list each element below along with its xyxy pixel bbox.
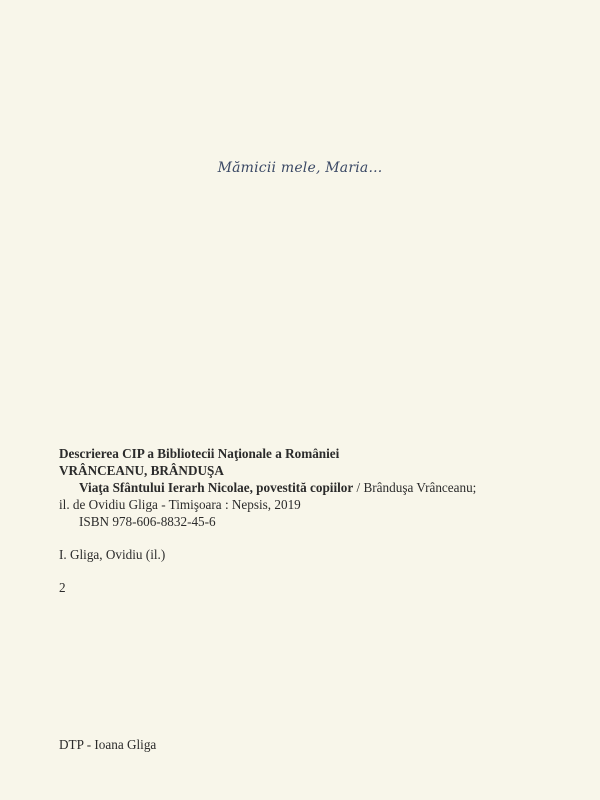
cip-imprint: il. de Ovidiu Gliga - Timişoara : Nepsis, 2019 xyxy=(59,497,301,512)
cip-classification: 2 xyxy=(59,580,66,595)
dtp-credit: DTP - Ioana Gliga xyxy=(59,737,157,752)
cip-title: Viaţa Sfântului Ierarh Nicolae, povestită copiilor xyxy=(79,480,354,495)
cip-isbn: ISBN 978-606-8832-45-6 xyxy=(79,514,216,529)
cip-description xyxy=(59,445,476,596)
cip-title-responsibility: / Brânduşa Vrânceanu; xyxy=(353,480,477,495)
cip-header: Descrierea CIP a Bibliotecii Naţionale a României xyxy=(59,446,340,461)
cip-author: VRÂNCEANU, BRÂNDUŞA xyxy=(59,463,224,478)
cip-contributor: I. Gliga, Ovidiu (il.) xyxy=(59,547,166,562)
dedication: Mămicii mele, Maria... xyxy=(217,160,383,176)
cip-title-line xyxy=(59,479,476,496)
